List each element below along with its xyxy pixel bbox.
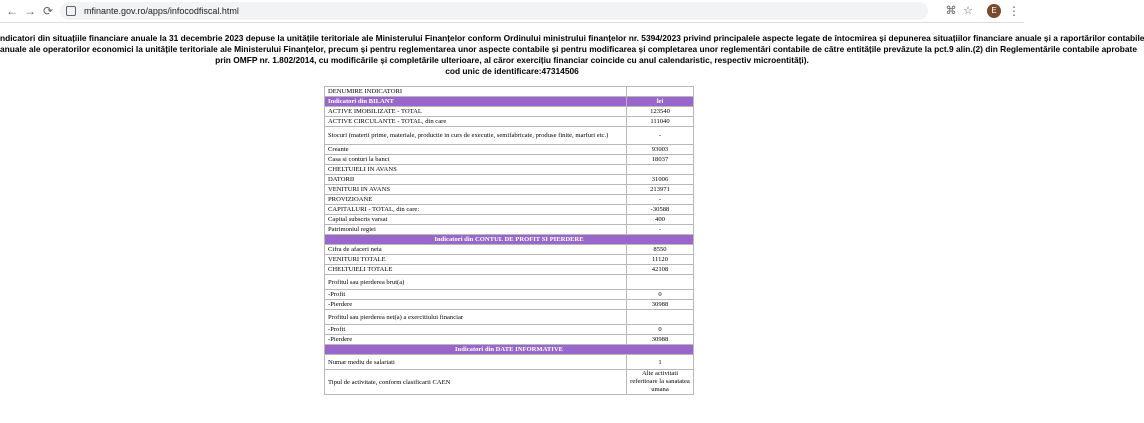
table-row: DATORII 31006	[325, 175, 694, 185]
table-row: VENITURI IN AVANS 213971	[325, 185, 694, 195]
table-row: ACTIVE IMOBILIZATE - TOTAL 123540	[325, 107, 694, 117]
back-arrow-icon[interactable]: ←	[6, 4, 18, 18]
table-row: ACTIVE CIRCULANTE - TOTAL, din care 111040	[325, 117, 694, 127]
translate-icon[interactable]: ⌘	[945, 5, 957, 17]
table-row: -Profit 0	[325, 325, 694, 335]
table-row: CHELTUIELI TOTALE 42108	[325, 265, 694, 275]
table-row: Cifra de afaceri neta 8550	[325, 245, 694, 255]
menu-kebab-icon[interactable]: ⋮	[1008, 4, 1020, 18]
table-row: Profitul sau pierderea net(a) a exercitiului financiar	[325, 310, 694, 325]
table-row: -Pierdere 30988	[325, 335, 694, 345]
url-text[interactable]: mfinante.gov.ro/apps/infocodfiscal.html	[84, 6, 239, 16]
address-bar[interactable]	[60, 2, 928, 20]
table-header-row	[325, 87, 694, 97]
section-header-bilant: Indicatori din BILANT lei	[325, 97, 694, 107]
reload-icon[interactable]: ⟳	[42, 4, 54, 18]
column-header-label: DENUMIRE INDICATORI	[325, 87, 627, 97]
bookmark-star-icon[interactable]: ☆	[963, 5, 973, 17]
table-row: Stocuri (materii prime, materiale, productie in curs de executie, semifabricate, produse finite, marfuri etc.) -	[325, 127, 694, 145]
forward-arrow-icon[interactable]: →	[24, 4, 36, 18]
table-row: CAPITALURI - TOTAL, din care: -30588	[325, 205, 694, 215]
table-row: Tipul de activitate, conform clasificarii CAEN Alte activitati referitoare la sanatatea umana	[325, 370, 694, 395]
section-header-info: Indicatori din DATE INFORMATIVE	[325, 345, 694, 355]
table-row: CHELTUIELI IN AVANS	[325, 165, 694, 175]
heading-line-3: prin OMFP nr. 1.802/2014, cu modificările și completările ulterioare, al căror exercițiu financiar coincide cu anul calendaristic, respectiv microentități).	[215, 55, 809, 65]
table-row: -Pierdere 30988	[325, 300, 694, 310]
site-info-icon[interactable]	[66, 6, 76, 16]
table-row: PROVIZIOANE -	[325, 195, 694, 205]
table-row: -Profit 0	[325, 290, 694, 300]
table-row: Casa si conturi la banci 18037	[325, 155, 694, 165]
table-row: Capital subscris varsat 400	[325, 215, 694, 225]
table-row: Creante 93003	[325, 145, 694, 155]
indicators-table	[324, 86, 694, 395]
table-row: Profitul sau pierderea brut(a)	[325, 275, 694, 290]
heading-line-4: cod unic de identificare:47314506	[445, 66, 579, 76]
browser-toolbar	[0, 0, 1024, 23]
table-row: VENITURI TOTALE 11120	[325, 255, 694, 265]
profile-avatar[interactable]: E	[987, 4, 1001, 18]
table-row: Numar mediu de salariati 1	[325, 355, 694, 370]
heading-line-2: anuale ale operatorilor economici la unitățile teritoriale ale Ministerului Finanțelor, precum și pentru reglementarea unor aspecte contabile și pentru modificarea și completarea unor reglementări contabile de către entitățile prevăzute la pct.9 alin.(2) din Reglementările contabile aprobate	[0, 44, 1137, 54]
table-row: Patrimoniul regiei -	[325, 225, 694, 235]
heading-line-1: ndicatori din situațiile financiare anuale la 31 decembrie 2023 depuse la unitățile teritoriale ale Ministerului Finanțelor conform Ordinului ministrului finanțelor nr. 5394/2023 privind principalele aspecte legate de întocmirea și depunerea situațiilor financiare anuale și a raportărilor contabile	[0, 33, 1144, 43]
section-header-cpp: Indicatori din CONTUL DE PROFIT SI PIERDERE	[325, 235, 694, 245]
page-heading	[0, 33, 1144, 77]
